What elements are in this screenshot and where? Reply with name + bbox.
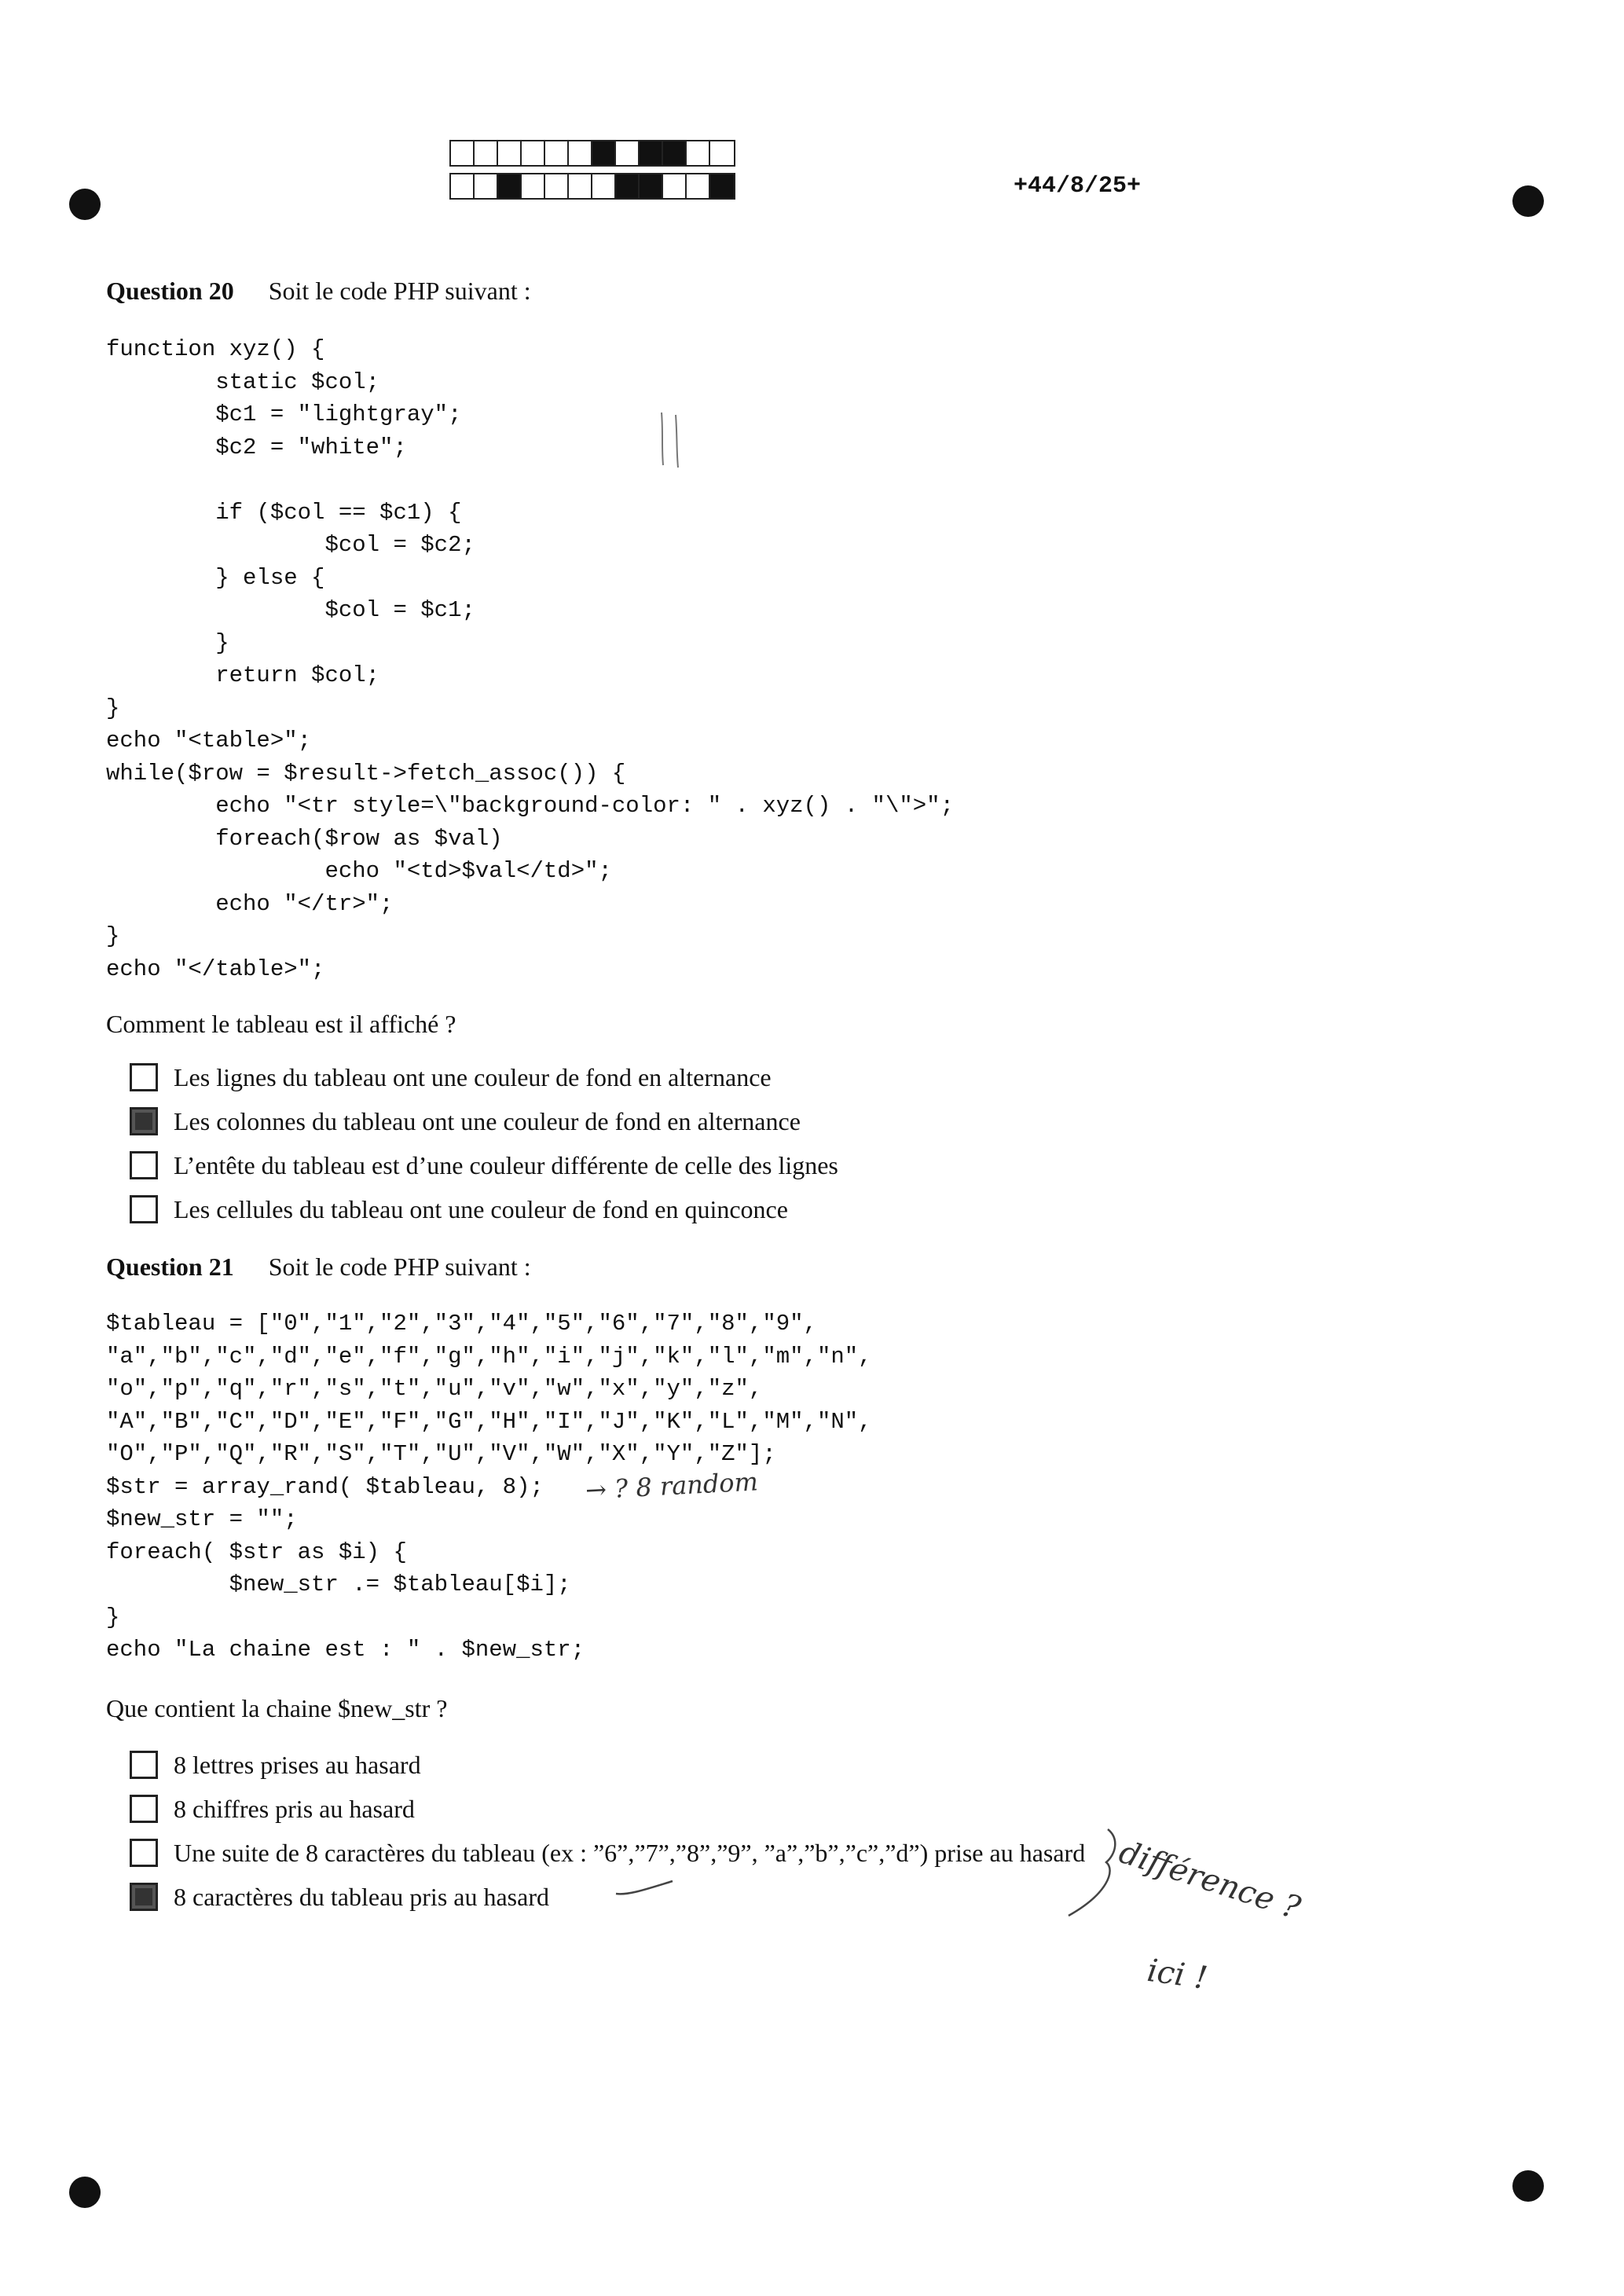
handwritten-marks: [652, 409, 691, 471]
question-20-code: function xyz() { static $col; $c1 = "lightgray"; $c2 = "white"; if ($col == $c1) { $col = $c2; } else { $col = $c1; } return $col; } echo "<table>"; while($row = $result->fetch_assoc()) { echo "<tr style=\"background-color: " . xyz() . "\">"; foreach($row as $val) echo "<td>$val</td>"; echo "</tr>"; } echo "</table>";: [106, 336, 954, 982]
answer-checkbox[interactable]: [130, 1751, 158, 1779]
answer-option[interactable]: [130, 1787, 1085, 1831]
question-21-prompt: Que contient la chaine $new_str ?: [106, 1694, 448, 1722]
question-intro: Soit le code PHP suivant :: [268, 277, 531, 305]
handwritten-note-difference: différence ?: [1114, 1834, 1305, 1927]
handwritten-note-random: → ? 8 random: [585, 1466, 759, 1506]
answer-label: Les cellules du tableau ont une couleur de fond en quinconce: [174, 1194, 788, 1223]
answer-checkbox[interactable]: [130, 1195, 158, 1223]
question-number: Question 21: [106, 1253, 234, 1281]
answer-checkbox[interactable]: [130, 1063, 158, 1091]
answer-option[interactable]: [130, 1831, 1085, 1875]
handwritten-note-ici: ici !: [1145, 1952, 1210, 1997]
handwritten-tick: [613, 1870, 676, 1902]
page-id: +44/8/25+: [1014, 173, 1142, 200]
answer-label: Les colonnes du tableau ont une couleur de fond en alternance: [174, 1106, 801, 1135]
registration-dot-bottom-left: [69, 2177, 101, 2208]
answer-option[interactable]: [130, 1875, 1085, 1919]
answer-label: Les lignes du tableau ont une couleur de fond en alternance: [174, 1062, 772, 1091]
answer-label: Une suite de 8 caractères du tableau (ex : ”6”,”7”,”8”,”9”, ”a”,”b”,”c”,”d”) prise au hasard: [174, 1838, 1086, 1867]
answer-option[interactable]: [130, 1143, 838, 1187]
registration-dot-bottom-right: [1512, 2170, 1544, 2202]
answer-checkbox-checked[interactable]: [130, 1883, 158, 1911]
question-21-header: [106, 1253, 531, 1282]
answer-option[interactable]: [130, 1187, 838, 1231]
question-20-prompt: Comment le tableau est il affiché ?: [106, 1010, 456, 1038]
answer-checkbox[interactable]: [130, 1839, 158, 1867]
registration-dot-top-right: [1512, 185, 1544, 217]
barcode-row-1: [449, 140, 735, 167]
question-21-answers: [130, 1743, 1085, 1919]
question-20-answers: [130, 1055, 838, 1231]
answer-label: 8 caractères du tableau pris au hasard: [174, 1882, 549, 1911]
question-20-header: [106, 277, 531, 306]
registration-dot-top-left: [69, 189, 101, 220]
answer-checkbox[interactable]: [130, 1795, 158, 1823]
answer-option[interactable]: [130, 1099, 838, 1143]
answer-checkbox-checked[interactable]: [130, 1107, 158, 1135]
question-intro: Soit le code PHP suivant :: [268, 1253, 531, 1281]
answer-option[interactable]: [130, 1055, 838, 1099]
answer-label: 8 lettres prises au hasard: [174, 1750, 421, 1779]
barcode-row-2: [449, 173, 735, 200]
answer-label: L’entête du tableau est d’une couleur différente de celle des lignes: [174, 1150, 838, 1179]
answer-option[interactable]: [130, 1743, 1085, 1787]
answer-checkbox[interactable]: [130, 1151, 158, 1179]
question-21-code: $tableau = ["0","1","2","3","4","5","6","7","8","9", "a","b","c","d","e","f","g","h","i","j","k","l","m","n", "o","p","q","r","s","t","u","v","w","x","y","z", "A","B","C","D","E","F","G","H","I","J","K","L","M","N", "O","P","Q","R","S","T","U","V","W","X","Y","Z"]; $str = array_rand( $tableau, 8); $new_str = ""; foreach( $str as $i) { $new_str .= $tableau[$i]; } echo "La chaine est : " . $new_str;: [106, 1311, 872, 1663]
answer-label: 8 chiffres pris au hasard: [174, 1794, 415, 1823]
question-number: Question 20: [106, 277, 234, 305]
handwritten-bracket: [1061, 1823, 1124, 1925]
